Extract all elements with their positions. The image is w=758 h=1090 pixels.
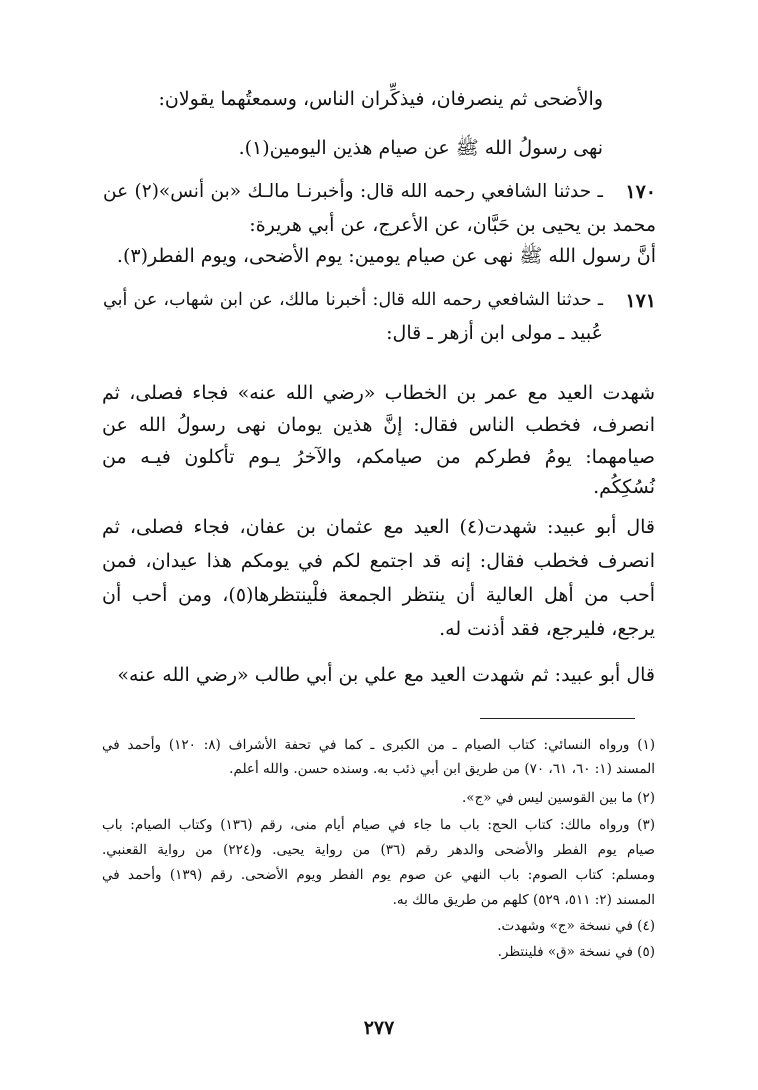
text-line: ـ حدثنا الشافعي رحمه الله قال: أخبرنا مالك، عن ابن شهاب، عن أبي	[103, 290, 603, 310]
text-line: قال أبو عبيد: شهدت(٤) العيد مع عثمان بن عفان، فجاء فصلى، ثم	[102, 516, 656, 538]
footnote-line: صيام يوم الفطر والأضحى والدهر رقم (٣٦) من رواية يحيى. و(٢٢٤) من رواية القعنبي.	[102, 842, 655, 858]
text-line: انصرف فخطب فقال: إنه قد اجتمع لكم في يومكم هذا عيدان، فمن	[102, 550, 655, 572]
text-line: أنَّ رسول الله ﷺ نهى عن صيام يومين: يوم الأضحى، ويوم الفطر(٣).	[116, 245, 656, 267]
footnote-line: ومسلم: كتاب الصوم: باب النهي عن صوم يوم الفطر ويوم الأضحى. رقم (١٣٩) وأحمد في	[102, 867, 656, 883]
text-line: محمد بن يحيى بن حَبَّان، عن الأعرج، عن أبي هريرة:	[249, 214, 656, 236]
text-line: والأضحى ثم ينصرفان، فيذكِّران الناس، وسمعتُهما يقولان:	[158, 88, 603, 110]
text-line: ـ حدثنا الشافعي رحمه الله قال: وأخبرنـا مالـك «بن أنس»(٢) عن	[103, 181, 603, 202]
text-line: أحب من أهل العالية أن ينتظر الجمعة فلْينتظرها(٥)، ومن أحب أن	[102, 584, 655, 606]
text-line: عُبيد ـ مولى ابن أزهر ـ قال:	[386, 322, 603, 344]
footnote-line: (٤) في نسخة «ج» وشهدت.	[497, 918, 655, 934]
page-number: ٢٧٧	[363, 1017, 395, 1039]
footnote-line: (٣) ورواه مالك: كتاب الحج: باب ما جاء في صيام أيام منى، رقم (١٣٦) وكتاب الصيام: باب	[102, 817, 656, 833]
footnote-line: (٢) ما بين القوسين ليس في «ج».	[462, 790, 655, 806]
text-line: نهى رسولُ الله ﷺ عن صيام هذين اليومين(١).	[238, 137, 603, 159]
footnote-line: المسند (٢: ٥١١، ٥٢٩) كلهم من طريق مالك به.	[392, 892, 655, 908]
footnote-line: (٥) في نسخة «ق» فلينتظر.	[497, 944, 655, 960]
footnote-line: المسند (١: ٦٠، ٦١، ٧٠) من طريق ابن أبي ذئب به. وسنده حسن. والله أعلم.	[229, 761, 655, 777]
footnote-line: (١) ورواه النسائي: كتاب الصيام ـ من الكبرى ـ كما في تحفة الأشراف (٨: ١٢٠) وأحمد في	[102, 737, 656, 753]
text-line: شهدت العيد مع عمر بن الخطاب «رضي الله عنه» فجاء فصلى، ثم	[102, 382, 655, 404]
text-line: نُسُكِكُم.	[593, 476, 655, 498]
hadith-number-171: ١٧١	[625, 290, 656, 312]
text-line: انصرف، فخطب الناس فقال: إنَّ هذين يومان نهى رسولُ الله عن	[102, 414, 655, 436]
hadith-number-170: ١٧٠	[625, 181, 656, 203]
text-line: صيامهما: يومُ فطركم من صيامكم، والآخرُ يـوم تأكلون فيـه من	[102, 446, 655, 468]
text-line: قال أبو عبيد: ثم شهدت العيد مع علي بن أبي طالب «رضي الله عنه»	[117, 664, 655, 686]
text-line: يرجع، فليرجع، فقد أذنت له.	[439, 618, 655, 640]
